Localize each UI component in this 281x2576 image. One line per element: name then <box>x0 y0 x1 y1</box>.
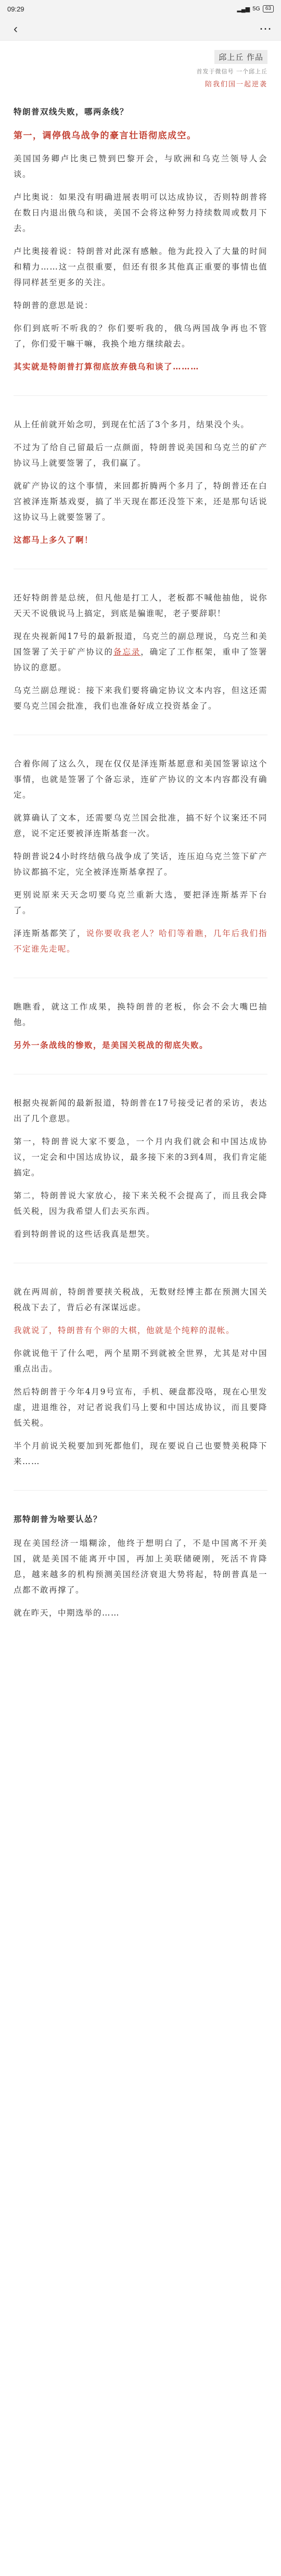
section-2 <box>14 417 267 548</box>
text-span: 泽连斯基都笑了， <box>14 929 86 938</box>
red-highlight: 说你要收我老人？哈们等着瞧，几年后我们指不定谁先走呢。 <box>14 929 267 954</box>
paragraph: 卢比奥说：如果没有明确进展表明可以达成协议，否则特朗普将在数日内退出俄乌和谈，美国不会将这种努力持续数周或数月下去。 <box>14 193 267 233</box>
paragraph: 看到特朗普说的这些话我真是想笑。 <box>14 1229 156 1239</box>
paragraph <box>14 1323 267 1338</box>
section-3 <box>14 590 267 714</box>
section-4 <box>14 756 267 957</box>
paragraph: 就在两周前，特朗普要挟关税战，无数财经博主都在预测大国关税战下去了，背后必有深谋远虑。 <box>14 1287 267 1312</box>
divider <box>14 1490 267 1491</box>
back-button[interactable] <box>7 22 24 36</box>
divider <box>14 395 267 396</box>
paragraph: 你就说他干了什么吧，两个星期不到就被全世界，尤其是对中国重点出击。 <box>14 1349 267 1374</box>
red-highlight: 特朗普有个卵的大棋，他就是个纯粹的混帐。 <box>58 1326 235 1335</box>
paragraph: 从上任前就开始念叨，到现在忙活了3个多月，结果没个头。 <box>14 420 250 429</box>
status-time: 09:29 <box>7 5 24 13</box>
paragraph: 半个月前说关税要加到死都他们，现在要说自己也要赞美税降下来…… <box>14 1441 267 1466</box>
section-5 <box>14 999 267 1053</box>
author-tag: 邱上丘 作品 <box>214 50 267 64</box>
intro-title: 特朗普双线失败，哪两条线？ <box>14 107 129 117</box>
paragraph <box>14 629 267 675</box>
highlight-paragraph: 另外一条战线的惨败，是美国关税战的彻底失败。 <box>14 1040 209 1050</box>
paragraph: 特朗普说24小时终结俄乌战争成了笑话，连压迫乌克兰签下矿产协议都搞不定，完全被泽连斯基拿捏了。 <box>14 852 267 877</box>
text-span: 现在央视新闻17号的最新报道，乌克兰的副总理说，乌克兰和美国签署了关于矿产协议的 <box>14 632 267 657</box>
paragraph: 就算确认了文本，还需要乌克兰国会批准，搞不好个议案还不同意，说不定还要被泽连斯基套一次。 <box>14 813 267 838</box>
chevron-left-icon: ‹ <box>14 21 18 36</box>
paragraph: 不过为了给自己留最后一点颜面，特朗普说美国和乌克兰的矿产协议马上就要签署了，我们赢了。 <box>14 443 267 468</box>
section-title: 那特朗普为啥要认怂？ <box>14 1514 103 1524</box>
paragraph: 美国国务卿卢比奥已赞到巴黎开会，与欧洲和乌克兰领导人会谈。 <box>14 154 267 179</box>
more-button[interactable] <box>257 21 274 36</box>
paragraph: 就在昨天，中期选举的…… <box>14 1608 120 1618</box>
paragraph: 现在美国经济一塌糊涂，他终于想明白了，不是中国离不开美国，就是美国不能离开中国，再加上美联储硬刚，死活不肯降息，越来越多的机构预测美国经济衰退大势将起，特朗普真是一点都不敢再撑了。 <box>14 1539 267 1595</box>
paragraph: 还好特朗普是总统，但凡他是打工人，老板都不喊他抽他，说你天天不说俄说马上搞定，到底是骗谁呢，老子要辞职！ <box>14 593 267 618</box>
network-type: 5G <box>252 6 260 12</box>
byline-slogan: 陪我们国一起逆袭 <box>205 81 267 88</box>
paragraph: 合着你闹了这么久，现在仅仅是泽连斯基愿意和美国签署谅这个事情，也就是签署了个备忘录，连矿产协议的文本内容都没有确定。 <box>14 759 267 800</box>
byline <box>14 50 267 88</box>
red-highlight: 我就说了， <box>14 1326 58 1335</box>
section-6 <box>14 1095 267 1242</box>
paragraph: 就矿产协议的这个事情，来回都折腾两个多月了，特朗普还在白宫被泽连斯基戏耍，搞了半天现在都还没签下来，还是那句话说这协议马上就要签署了。 <box>14 481 267 522</box>
paragraph: 乌克兰副总理说：接下来我们要将确定协议文本内容，但这还需要乌克兰国会批准，我们也准备好成立投资基金了。 <box>14 686 267 711</box>
paragraph: 第二，特朗普说大家放心，接下来关税不会提高了，而且我会降低关税，因为我希望人们去买东西。 <box>14 1191 267 1216</box>
section-8 <box>14 1511 267 1621</box>
text-span: ，确定了工作框架，重申了签署协议的意愿。 <box>14 647 267 672</box>
memo-highlight: 备忘录 <box>113 647 141 657</box>
highlight-paragraph: 其实就是特朗普打算彻底放弃俄乌和谈了……… <box>14 362 200 371</box>
paragraph: 卢比奥接着说：特朗普对此深有感触。他为此投入了大量的时间和精力……这一点很重要，但还有很多其他真正重要的事情也值得同样甚至更多的关注。 <box>14 247 267 287</box>
paragraph: 根据央视新闻的最新报道，特朗普在17号接受记者的采访，表达出了几个意思。 <box>14 1098 267 1123</box>
battery-icon <box>263 5 274 12</box>
paragraph: 特朗普的意思是说： <box>14 301 94 310</box>
paragraph: 你们到底听不听我的？你们要听我的，俄乌两国战争再也不管了，你们爱干嘛干嘛，我换个地方继续敲去。 <box>14 324 267 349</box>
paragraph <box>14 926 267 957</box>
article-body <box>0 41 281 1657</box>
status-icons <box>237 5 274 12</box>
nav-bar <box>0 18 281 41</box>
status-bar <box>0 0 281 18</box>
section-intro <box>14 104 267 375</box>
paragraph: 第一，特朗普说大家不要急，一个月内我们就会和中国达成协议，一定会和中国达成协议，最多接下来的3到4周，我们肯定能搞定。 <box>14 1137 267 1177</box>
section-heading: 第一，调停俄乌战争的豪言壮语彻底成空。 <box>14 131 197 141</box>
more-dots-icon: ⋯ <box>259 22 272 36</box>
byline-sub: 首发于微信号 一个邱上丘 <box>196 68 267 75</box>
battery-level: 63 <box>265 6 271 11</box>
paragraph: 瞧瞧看，就这工作成果，换特朗普的老板，你会不会大嘴巴抽他。 <box>14 1002 267 1027</box>
section-7 <box>14 1284 267 1469</box>
highlight-paragraph: 这都马上多久了啊！ <box>14 535 94 545</box>
paragraph: 更别说原来天天念叨要乌克兰重新大选，要把泽连斯基弄下台了。 <box>14 890 267 915</box>
signal-icon: ▂▄▆ <box>237 6 250 12</box>
paragraph: 然后特朗普于今年4月9号宣布，手机、硬盘都没咯，现在心里发虚，进退维谷，对记者说我们马上要和中国达成协议，而且要降低关税。 <box>14 1387 267 1428</box>
